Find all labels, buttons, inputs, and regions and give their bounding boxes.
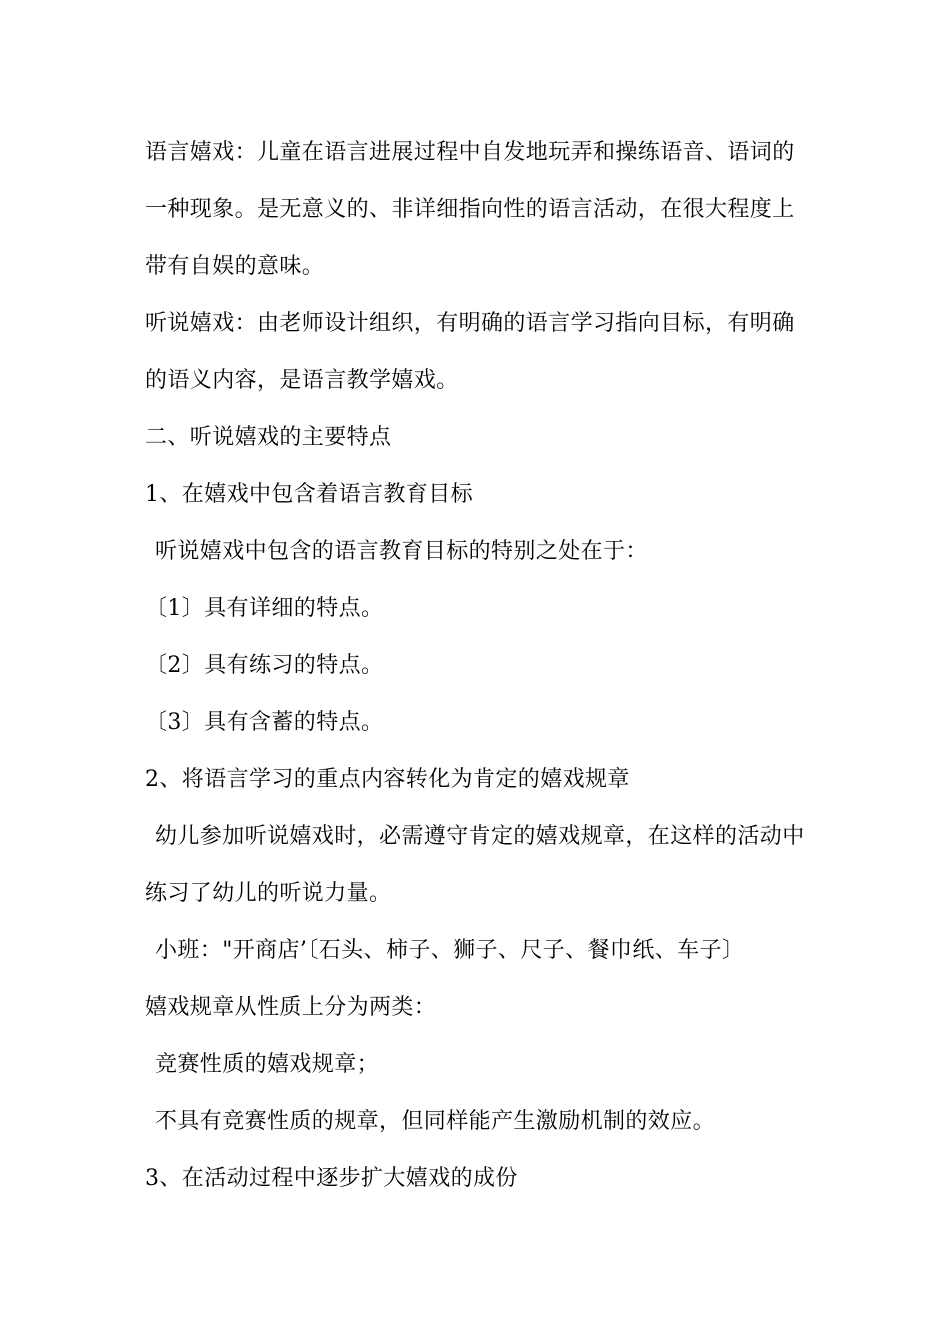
rule-type-competitive: 竞赛性质的嬉戏规章； xyxy=(155,1052,380,1077)
paragraph-goal-intro: 听说嬉戏中包含的语言教育目标的特别之处在于： xyxy=(155,539,648,564)
subheading-1: 1、在嬉戏中包含着语言教育目标 xyxy=(145,482,473,507)
list-item-3: 〔3〕具有含蓄的特点。 xyxy=(145,710,384,735)
paragraph-listening-play-line-1: 听说嬉戏：由老师设计组织，有明确的语言学习指向目标，有明确 xyxy=(145,311,795,336)
example-small-class: 小班："开商店’〔石头、柿子、狮子、尺子、餐巾纸、车子〕 xyxy=(155,938,745,963)
subheading-2: 2、将语言学习的重点内容转化为肯定的嬉戏规章 xyxy=(145,767,630,792)
paragraph-rule-types: 嬉戏规章从性质上分为两类： xyxy=(145,995,437,1020)
paragraph-rules-line-2: 练习了幼儿的听说力量。 xyxy=(145,881,392,906)
paragraph-language-play-line-1: 语言嬉戏：儿童在语言进展过程中自发地玩弄和操练语音、语词的 xyxy=(145,140,795,165)
list-item-1: 〔1〕具有详细的特点。 xyxy=(145,596,384,621)
list-item-2: 〔2〕具有练习的特点。 xyxy=(145,653,384,678)
section-heading-2: 二、听说嬉戏的主要特点 xyxy=(145,425,392,450)
paragraph-listening-play-line-2: 的语义内容，是语言教学嬉戏。 xyxy=(145,368,459,393)
paragraph-language-play-line-3: 带有自娱的意味。 xyxy=(145,254,325,279)
subheading-3: 3、在活动过程中逐步扩大嬉戏的成份 xyxy=(145,1166,518,1191)
paragraph-rules-line-1: 幼儿参加听说嬉戏时，必需遵守肯定的嬉戏规章，在这样的活动中 xyxy=(155,824,805,849)
paragraph-language-play-line-2: 一种现象。是无意义的、非详细指向性的语言活动，在很大程度上 xyxy=(145,197,795,222)
rule-type-non-competitive: 不具有竞赛性质的规章，但同样能产生激励机制的效应。 xyxy=(155,1109,716,1134)
